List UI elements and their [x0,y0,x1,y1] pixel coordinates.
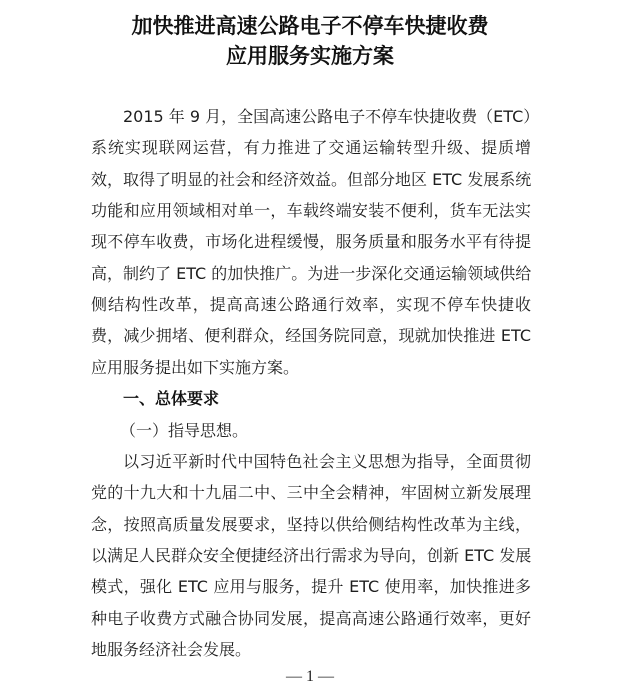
intro-line: 2015 年 9 月，全国高速公路电子不停车快捷收费（ETC） [123,107,540,126]
guiding-line: 以满足人民群众安全便捷经济出行需求为导向，创新 ETC 发展 [91,546,532,565]
intro-line: 高，制约了 ETC 的加快推广。为进一步深化交通运输领域供给 [91,264,532,283]
intro-line: 效，取得了明显的社会和经济效益。但部分地区 ETC 发展系统 [91,170,532,189]
document-title-line-1: 加快推进高速公路电子不停车快捷收费 [131,13,489,38]
intro-line: 侧结构性改革，提高高速公路通行效率，实现不停车快捷收 [91,295,531,314]
guiding-line: 以习近平新时代中国特色社会主义思想为指导，全面贯彻 [123,452,531,471]
guiding-line: 种电子收费方式融合协同发展，提高高速公路通行效率，更好 [91,609,531,628]
page-number: — 1 — [286,668,334,685]
intro-line: 应用服务提出如下实施方案。 [91,358,300,377]
document-title-line-2: 应用服务实施方案 [226,43,394,68]
guiding-line: 党的十九大和十九届二中、三中全会精神，牢固树立新发展理 [91,483,531,502]
guiding-line: 念，按照高质量发展要求，坚持以供给侧结构性改革为主线， [91,515,531,534]
intro-line: 功能和应用领域相对单一，车载终端安装不便利，货车无法实 [91,201,531,220]
intro-line: 系统实现联网运营，有力推进了交通运输转型升级、提质增 [91,138,531,157]
guiding-line: 模式，强化 ETC 应用与服务，提升 ETC 使用率，加快推进多 [91,577,531,596]
subsection-heading: （一）指导思想。 [120,421,249,440]
intro-line: 费，减少拥堵、便利群众，经国务院同意，现就加快推进 ETC [91,326,531,345]
section-heading: 一、总体要求 [123,389,220,408]
intro-line: 现不停车收费，市场化进程缓慢，服务质量和服务水平有待提 [91,232,531,251]
guiding-line: 地服务经济社会发展。 [91,640,252,659]
